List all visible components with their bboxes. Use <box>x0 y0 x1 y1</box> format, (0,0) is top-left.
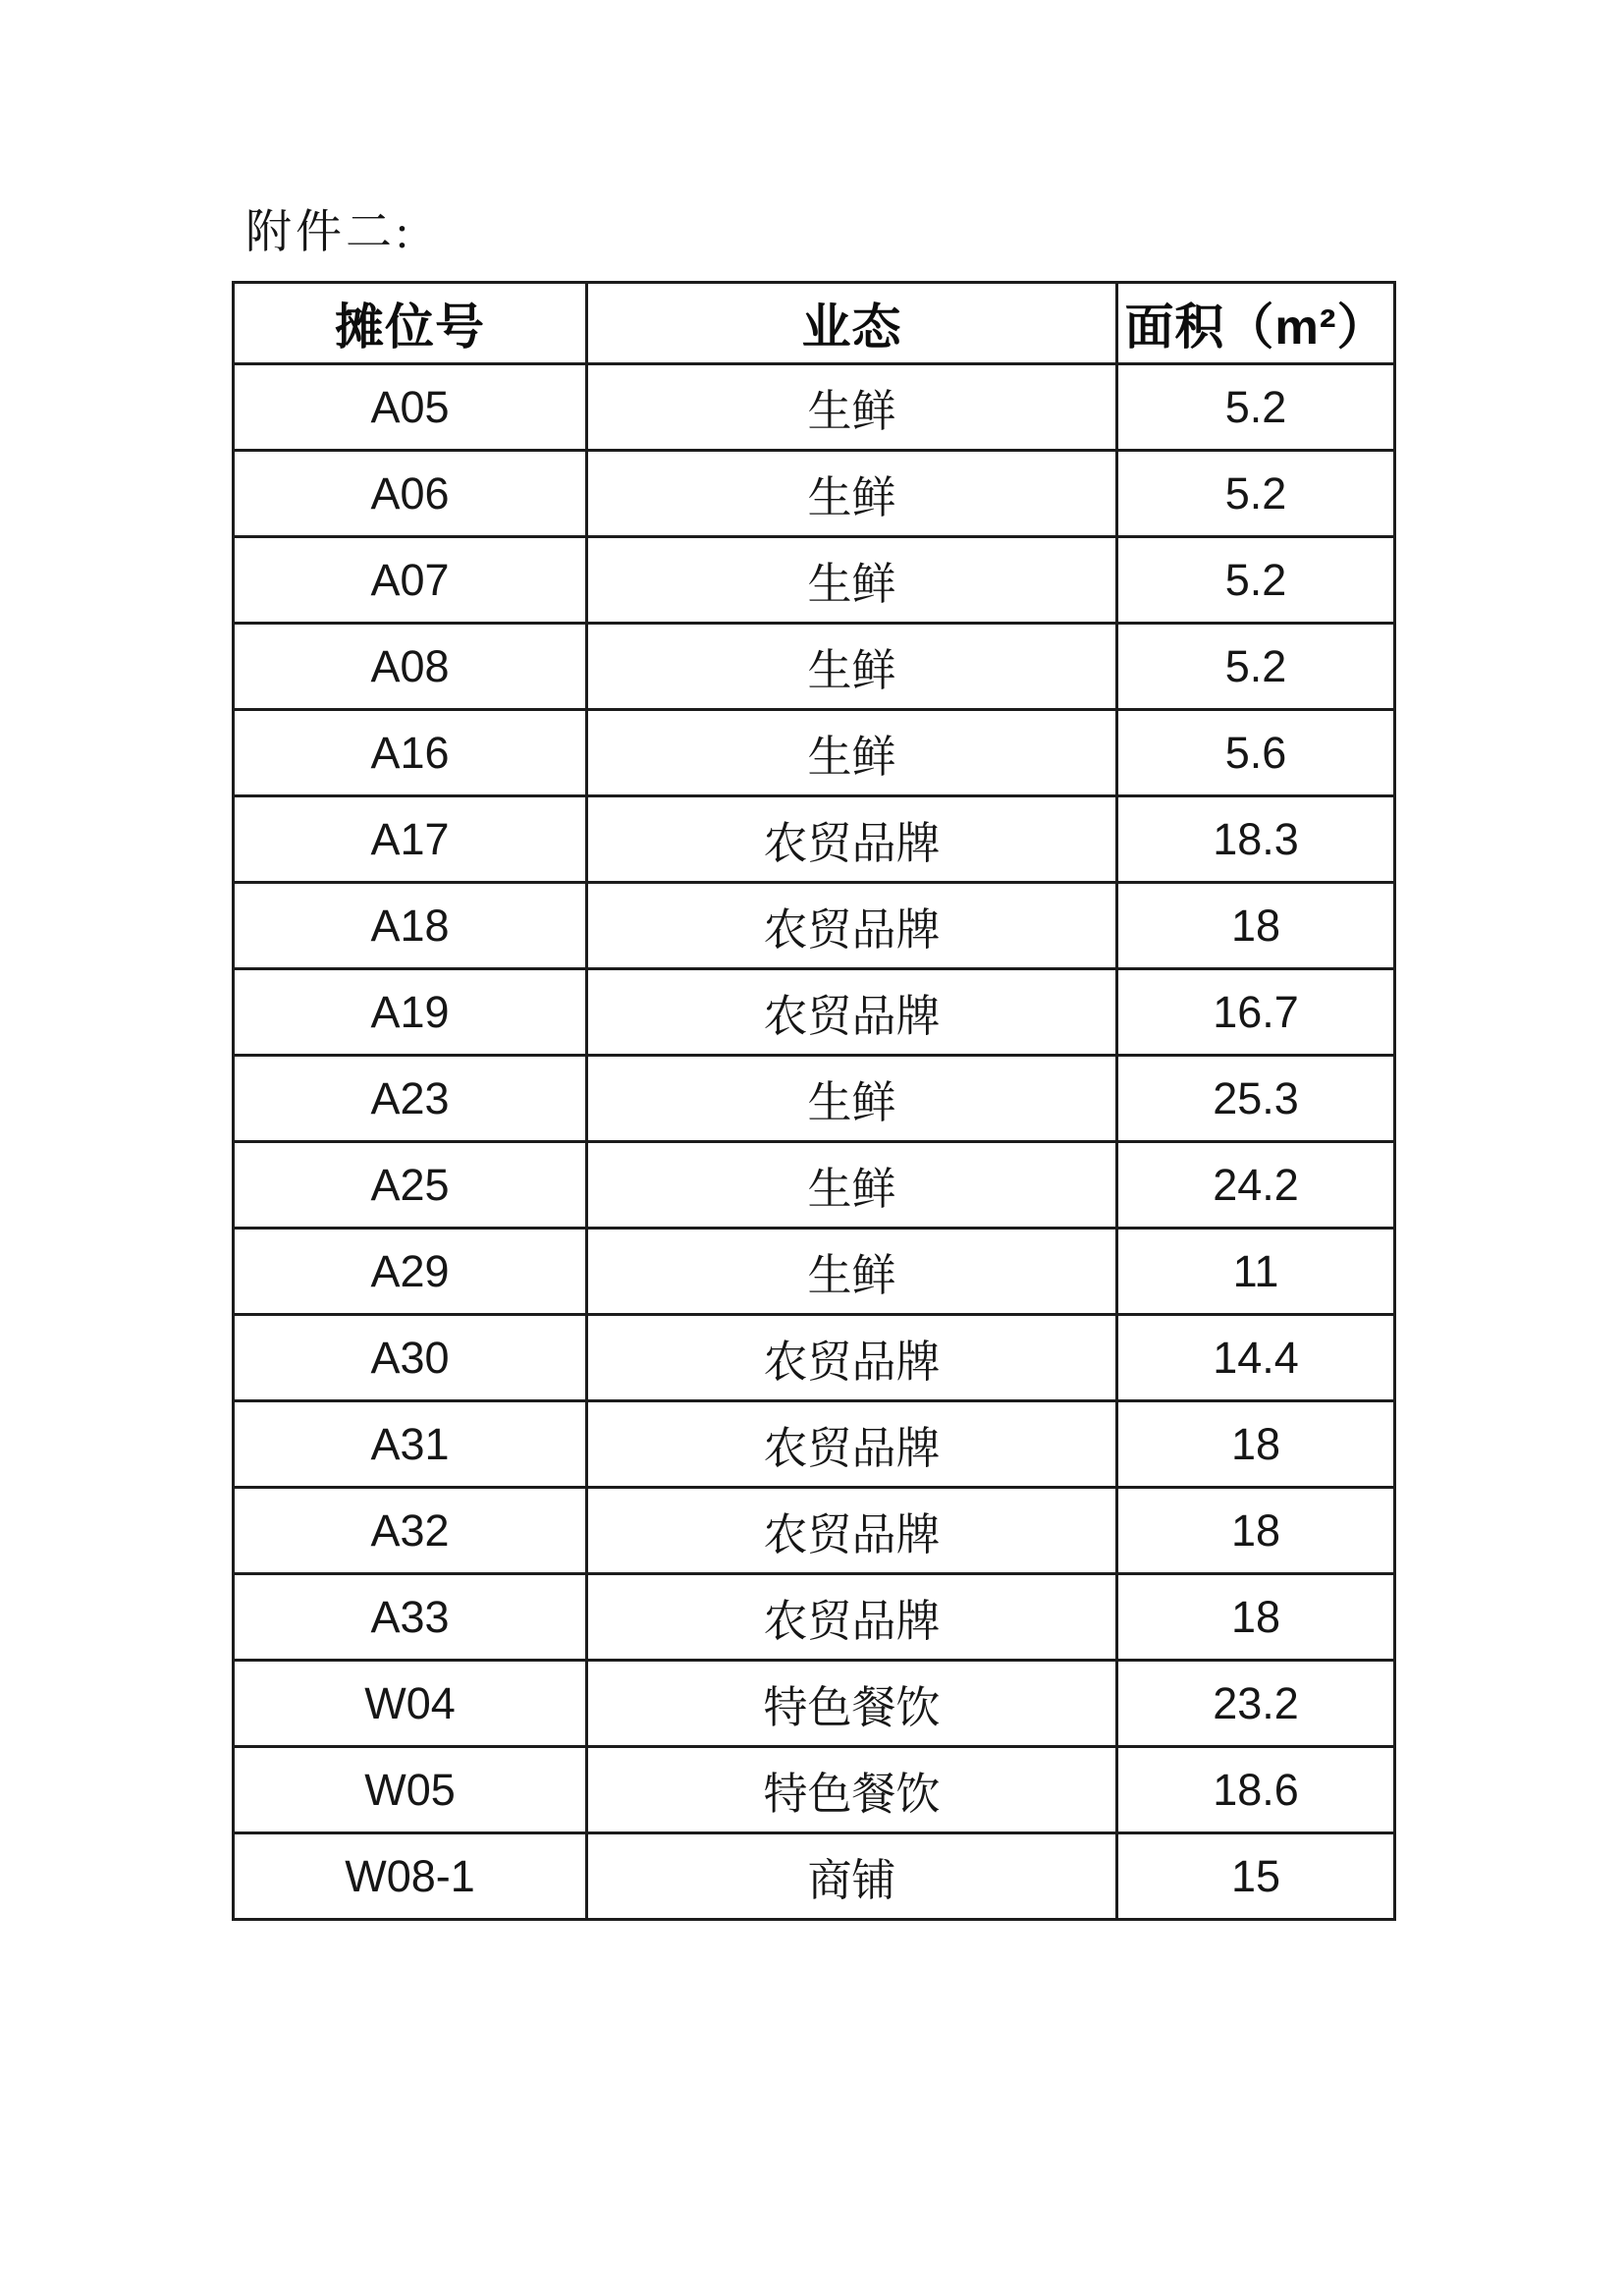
area-cell: 18 <box>1117 1488 1395 1574</box>
business-type-cell: 农贸品牌 <box>587 796 1117 883</box>
stall-number-cell: A33 <box>234 1574 587 1661</box>
business-type-cell: 生鲜 <box>587 710 1117 796</box>
business-type-cell: 特色餐饮 <box>587 1661 1117 1747</box>
business-type-cell: 农贸品牌 <box>587 1315 1117 1401</box>
header-stall-number: 摊位号 <box>234 283 587 364</box>
business-type-cell: 生鲜 <box>587 1142 1117 1229</box>
stall-number-cell: A18 <box>234 883 587 969</box>
stall-table <box>232 281 1396 1921</box>
table-row <box>234 1574 1395 1661</box>
table-row <box>234 883 1395 969</box>
business-type-cell: 特色餐饮 <box>587 1747 1117 1833</box>
area-cell: 5.2 <box>1117 624 1395 710</box>
business-type-cell: 生鲜 <box>587 1056 1117 1142</box>
table-row <box>234 1315 1395 1401</box>
area-cell: 18.3 <box>1117 796 1395 883</box>
area-cell: 5.2 <box>1117 451 1395 537</box>
business-type-cell: 生鲜 <box>587 624 1117 710</box>
table-row <box>234 1661 1395 1747</box>
header-area: 面积（m²） <box>1117 283 1395 364</box>
stall-number-cell: A30 <box>234 1315 587 1401</box>
area-cell: 14.4 <box>1117 1315 1395 1401</box>
table-row <box>234 1833 1395 1920</box>
area-cell: 18 <box>1117 1401 1395 1488</box>
area-cell: 18.6 <box>1117 1747 1395 1833</box>
area-cell: 18 <box>1117 883 1395 969</box>
stall-number-cell: A06 <box>234 451 587 537</box>
stall-number-cell: A16 <box>234 710 587 796</box>
area-cell: 25.3 <box>1117 1056 1395 1142</box>
table-row <box>234 364 1395 451</box>
table-row <box>234 537 1395 624</box>
header-row <box>234 283 1395 364</box>
stall-number-cell: A32 <box>234 1488 587 1574</box>
area-cell: 5.6 <box>1117 710 1395 796</box>
business-type-cell: 生鲜 <box>587 364 1117 451</box>
stall-number-cell: A19 <box>234 969 587 1056</box>
business-type-cell: 农贸品牌 <box>587 1574 1117 1661</box>
stall-table-body <box>234 364 1395 1920</box>
table-row <box>234 1056 1395 1142</box>
table-row <box>234 1747 1395 1833</box>
area-cell: 5.2 <box>1117 364 1395 451</box>
stall-table-header <box>234 283 1395 364</box>
business-type-cell: 农贸品牌 <box>587 1488 1117 1574</box>
attachment-title: 附件二: <box>245 207 413 258</box>
table-row <box>234 1401 1395 1488</box>
stall-number-cell: A23 <box>234 1056 587 1142</box>
table-row <box>234 1488 1395 1574</box>
table-row <box>234 796 1395 883</box>
area-cell: 23.2 <box>1117 1661 1395 1747</box>
stall-number-cell: A25 <box>234 1142 587 1229</box>
stall-number-cell: A07 <box>234 537 587 624</box>
business-type-cell: 生鲜 <box>587 537 1117 624</box>
header-business-type: 业态 <box>587 283 1117 364</box>
table-row <box>234 1229 1395 1315</box>
table-row <box>234 451 1395 537</box>
area-cell: 11 <box>1117 1229 1395 1315</box>
business-type-cell: 生鲜 <box>587 1229 1117 1315</box>
stall-number-cell: A17 <box>234 796 587 883</box>
business-type-cell: 农贸品牌 <box>587 883 1117 969</box>
area-cell: 16.7 <box>1117 969 1395 1056</box>
stall-number-cell: A05 <box>234 364 587 451</box>
table-row <box>234 710 1395 796</box>
table-row <box>234 624 1395 710</box>
table-row <box>234 1142 1395 1229</box>
stall-number-cell: W04 <box>234 1661 587 1747</box>
stall-number-cell: W08-1 <box>234 1833 587 1920</box>
business-type-cell: 农贸品牌 <box>587 969 1117 1056</box>
stall-number-cell: A08 <box>234 624 587 710</box>
area-cell: 18 <box>1117 1574 1395 1661</box>
stall-number-cell: A29 <box>234 1229 587 1315</box>
area-cell: 15 <box>1117 1833 1395 1920</box>
table-row <box>234 969 1395 1056</box>
stall-number-cell: W05 <box>234 1747 587 1833</box>
business-type-cell: 农贸品牌 <box>587 1401 1117 1488</box>
area-cell: 5.2 <box>1117 537 1395 624</box>
business-type-cell: 生鲜 <box>587 451 1117 537</box>
business-type-cell: 商铺 <box>587 1833 1117 1920</box>
area-cell: 24.2 <box>1117 1142 1395 1229</box>
stall-number-cell: A31 <box>234 1401 587 1488</box>
